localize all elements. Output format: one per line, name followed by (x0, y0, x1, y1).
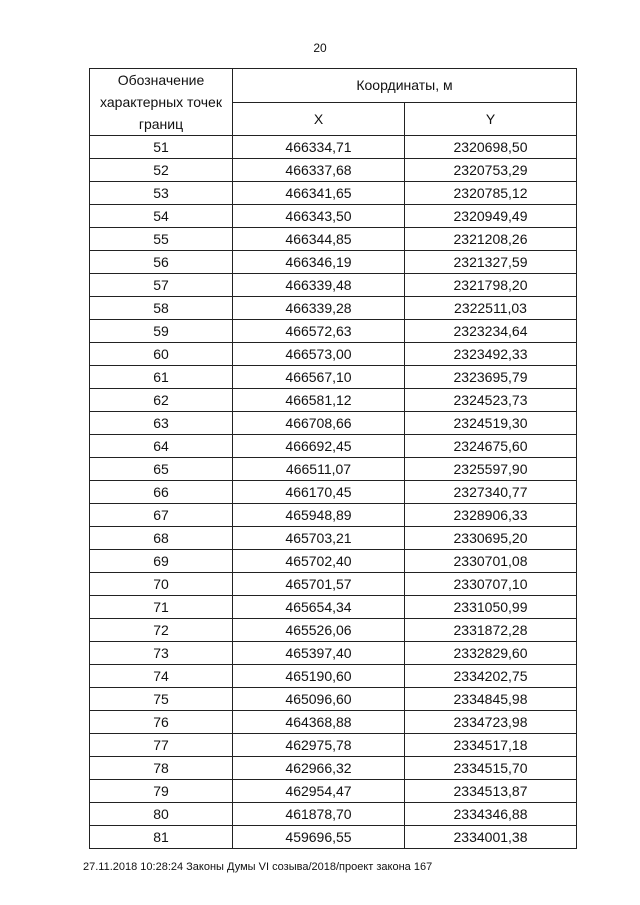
table-row (90, 297, 577, 320)
x-coordinate: 466692,45 (233, 435, 405, 458)
y-coordinate: 2322511,03 (405, 297, 577, 320)
y-coordinate: 2330707,10 (405, 573, 577, 596)
table-row (90, 343, 577, 366)
page-number: 20 (313, 41, 327, 55)
x-coordinate: 466344,85 (233, 228, 405, 251)
x-coordinate: 466581,12 (233, 389, 405, 412)
y-coordinate: 2331872,28 (405, 619, 577, 642)
x-coordinate: 466346,19 (233, 251, 405, 274)
table-row (90, 780, 577, 803)
table-row (90, 504, 577, 527)
table-row (90, 711, 577, 734)
y-coordinate: 2323234,64 (405, 320, 577, 343)
table-row (90, 550, 577, 573)
table-row (90, 435, 577, 458)
x-coordinate: 461878,70 (233, 803, 405, 826)
table-row (90, 274, 577, 297)
x-coordinate: 466341,65 (233, 182, 405, 205)
table-row (90, 573, 577, 596)
y-coordinate: 2330701,08 (405, 550, 577, 573)
footer-text: 27.11.2018 10:28:24 Законы Думы VI созыва/2018/проект закона 167 (83, 861, 433, 873)
point-number: 51 (90, 136, 233, 159)
y-coordinate: 2334001,38 (405, 826, 577, 849)
table-row (90, 481, 577, 504)
y-coordinate: 2334723,98 (405, 711, 577, 734)
point-number: 71 (90, 596, 233, 619)
y-coordinate: 2323492,33 (405, 343, 577, 366)
x-coordinate: 459696,55 (233, 826, 405, 849)
y-coordinate: 2330695,20 (405, 527, 577, 550)
header-coordinates: Координаты, м (233, 69, 577, 103)
point-number: 68 (90, 527, 233, 550)
y-coordinate: 2321327,59 (405, 251, 577, 274)
table-row (90, 136, 577, 159)
point-number: 81 (90, 826, 233, 849)
y-coordinate: 2324675,60 (405, 435, 577, 458)
x-coordinate: 465948,89 (233, 504, 405, 527)
x-coordinate: 466572,63 (233, 320, 405, 343)
point-number: 61 (90, 366, 233, 389)
y-coordinate: 2334515,70 (405, 757, 577, 780)
y-coordinate: 2334202,75 (405, 665, 577, 688)
y-coordinate: 2327340,77 (405, 481, 577, 504)
y-coordinate: 2321208,26 (405, 228, 577, 251)
point-number: 66 (90, 481, 233, 504)
y-coordinate: 2320698,50 (405, 136, 577, 159)
point-number: 56 (90, 251, 233, 274)
point-number: 54 (90, 205, 233, 228)
point-number: 69 (90, 550, 233, 573)
point-number: 64 (90, 435, 233, 458)
y-coordinate: 2321798,20 (405, 274, 577, 297)
y-coordinate: 2331050,99 (405, 596, 577, 619)
x-coordinate: 466343,50 (233, 205, 405, 228)
table-row (90, 688, 577, 711)
x-coordinate: 465703,21 (233, 527, 405, 550)
x-coordinate: 462966,32 (233, 757, 405, 780)
x-coordinate: 466708,66 (233, 412, 405, 435)
y-coordinate: 2323695,79 (405, 366, 577, 389)
point-number: 52 (90, 159, 233, 182)
y-coordinate: 2325597,90 (405, 458, 577, 481)
y-coordinate: 2332829,60 (405, 642, 577, 665)
table-row (90, 458, 577, 481)
y-coordinate: 2334845,98 (405, 688, 577, 711)
y-coordinate: 2320785,12 (405, 182, 577, 205)
table-row (90, 619, 577, 642)
x-coordinate: 466339,48 (233, 274, 405, 297)
table-row (90, 826, 577, 849)
y-coordinate: 2334517,18 (405, 734, 577, 757)
x-coordinate: 465702,40 (233, 550, 405, 573)
point-number: 80 (90, 803, 233, 826)
point-number: 57 (90, 274, 233, 297)
point-number: 77 (90, 734, 233, 757)
y-coordinate: 2334513,87 (405, 780, 577, 803)
point-number: 59 (90, 320, 233, 343)
table-body (90, 136, 577, 849)
table-row (90, 389, 577, 412)
x-coordinate: 466334,71 (233, 136, 405, 159)
header-x: X (233, 102, 405, 136)
point-number: 62 (90, 389, 233, 412)
table-row (90, 251, 577, 274)
x-coordinate: 466511,07 (233, 458, 405, 481)
point-number: 73 (90, 642, 233, 665)
y-coordinate: 2324519,30 (405, 412, 577, 435)
x-coordinate: 465096,60 (233, 688, 405, 711)
x-coordinate: 464368,88 (233, 711, 405, 734)
table-row (90, 757, 577, 780)
table-row (90, 642, 577, 665)
y-coordinate: 2320949,49 (405, 205, 577, 228)
table-row (90, 228, 577, 251)
table-row (90, 159, 577, 182)
table-row (90, 665, 577, 688)
x-coordinate: 465526,06 (233, 619, 405, 642)
x-coordinate: 466337,68 (233, 159, 405, 182)
point-number: 67 (90, 504, 233, 527)
point-number: 63 (90, 412, 233, 435)
table-row (90, 412, 577, 435)
header-y: Y (405, 102, 577, 136)
x-coordinate: 466339,28 (233, 297, 405, 320)
x-coordinate: 462954,47 (233, 780, 405, 803)
point-number: 55 (90, 228, 233, 251)
x-coordinate: 466573,00 (233, 343, 405, 366)
point-number: 72 (90, 619, 233, 642)
point-number: 53 (90, 182, 233, 205)
table-row (90, 803, 577, 826)
table-row (90, 527, 577, 550)
table-row (90, 320, 577, 343)
x-coordinate: 466170,45 (233, 481, 405, 504)
header-point-label: Обозначение характерных точек границ (90, 69, 233, 136)
table-row (90, 734, 577, 757)
point-number: 60 (90, 343, 233, 366)
y-coordinate: 2334346,88 (405, 803, 577, 826)
point-number: 79 (90, 780, 233, 803)
point-number: 70 (90, 573, 233, 596)
x-coordinate: 465654,34 (233, 596, 405, 619)
x-coordinate: 465701,57 (233, 573, 405, 596)
y-coordinate: 2328906,33 (405, 504, 577, 527)
point-number: 58 (90, 297, 233, 320)
x-coordinate: 462975,78 (233, 734, 405, 757)
point-number: 74 (90, 665, 233, 688)
point-number: 75 (90, 688, 233, 711)
table-row (90, 366, 577, 389)
coordinates-table (89, 68, 577, 849)
table-row (90, 596, 577, 619)
x-coordinate: 465397,40 (233, 642, 405, 665)
point-number: 78 (90, 757, 233, 780)
y-coordinate: 2324523,73 (405, 389, 577, 412)
point-number: 65 (90, 458, 233, 481)
y-coordinate: 2320753,29 (405, 159, 577, 182)
x-coordinate: 466567,10 (233, 366, 405, 389)
x-coordinate: 465190,60 (233, 665, 405, 688)
point-number: 76 (90, 711, 233, 734)
table-row (90, 182, 577, 205)
table-row (90, 205, 577, 228)
